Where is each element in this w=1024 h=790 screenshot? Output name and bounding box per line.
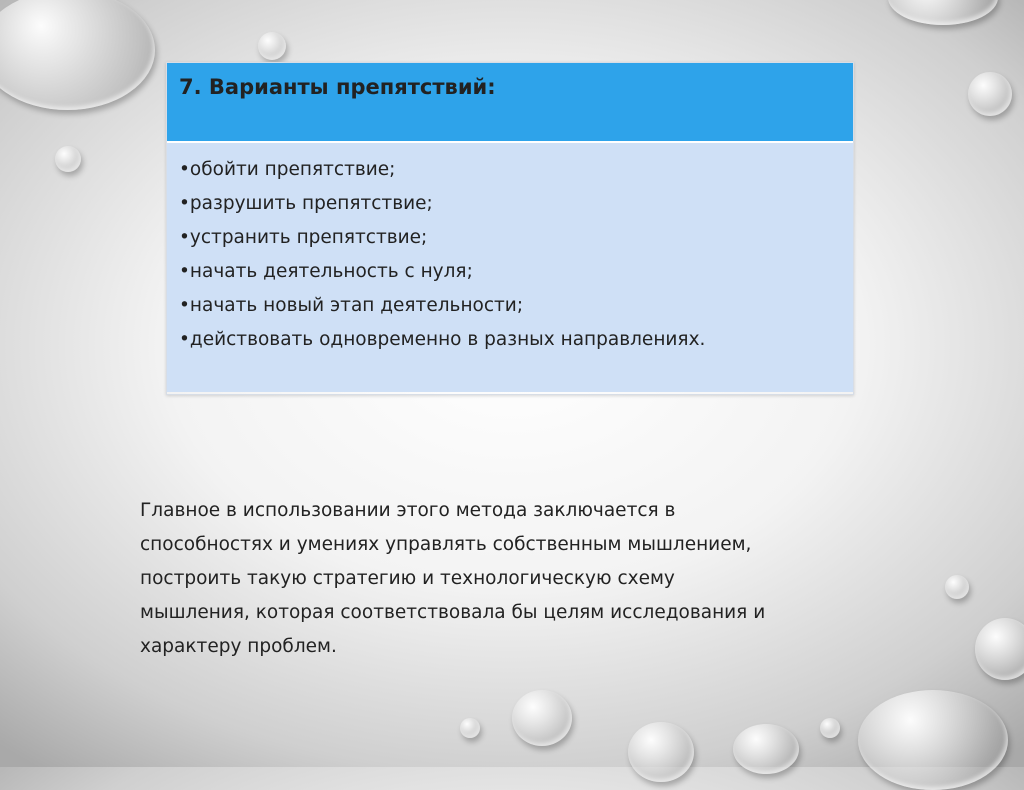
obstacle-options-table [166,62,854,395]
list-item: • обойти препятствие; [179,153,853,187]
water-drop-decoration [512,690,572,746]
list-item: • разрушить препятствие; [179,187,853,221]
paragraph-line: характеру проблем. [140,636,337,657]
water-drop-decoration [628,722,694,782]
paragraph-line: Главное в использовании этого метода заключается в [140,500,676,521]
paragraph-line: мышления, которая соответствовала бы целям исследования и [140,602,766,623]
water-drop-decoration [968,72,1012,116]
paragraph-line: построить такую стратегию и технологическую схему [140,568,675,589]
water-drop-decoration [0,0,155,110]
water-drop-decoration [460,718,480,738]
water-drop-decoration [820,718,840,738]
water-drop-decoration [888,0,998,25]
water-drop-decoration [975,618,1024,680]
water-drop-decoration [858,690,1008,790]
list-item: • действовать одновременно в разных направлениях. [179,323,853,357]
water-drop-decoration [945,575,969,599]
list-item: • начать деятельность с нуля; [179,255,853,289]
summary-paragraph [140,494,940,664]
obstacle-options-list [179,153,853,357]
table-heading: 7. Варианты препятствий: [179,75,496,99]
table-header [167,63,853,143]
list-item: • начать новый этап деятельности; [179,289,853,323]
list-item: • устранить препятствие; [179,221,853,255]
paragraph-line: способностях и умениях управлять собственным мышлением, [140,534,752,555]
water-drop-decoration [55,146,81,172]
water-drop-decoration [258,32,286,60]
table-body [167,143,853,392]
